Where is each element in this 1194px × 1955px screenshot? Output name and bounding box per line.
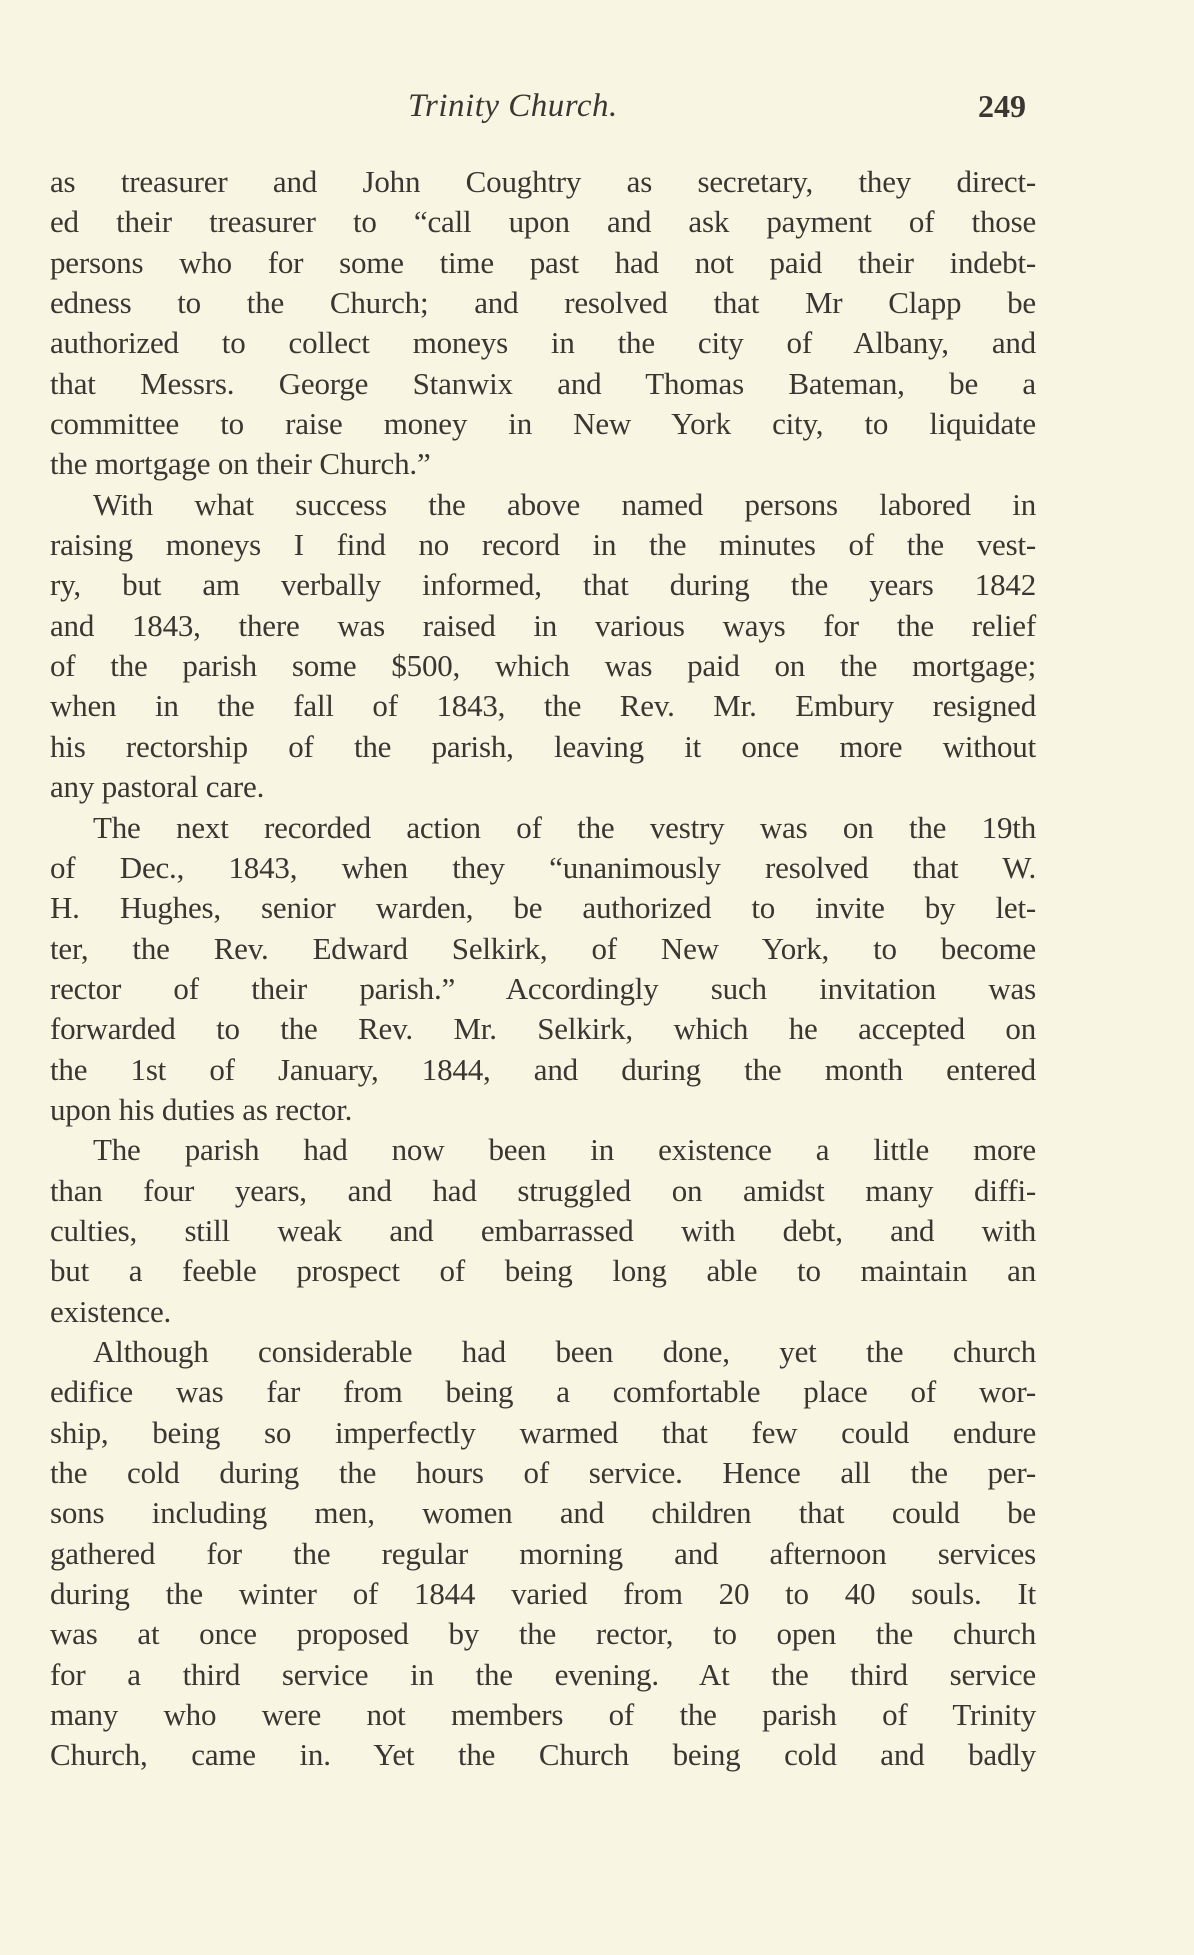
running-title: Trinity Church. xyxy=(408,88,618,124)
text-line: of the parish some $500, which was paid on the mortgage; xyxy=(50,648,1036,684)
text-line: when in the fall of 1843, the Rev. Mr. Embury resigned xyxy=(50,688,1036,724)
text-line: for a third service in the evening. At the third service xyxy=(50,1656,1036,1692)
text-line: raising moneys I find no record in the minutes of the vest- xyxy=(50,527,1036,563)
text-line: any pastoral care. xyxy=(50,769,265,805)
text-line: committee to raise money in New York city, to liquidate xyxy=(50,406,1036,442)
text-line: persons who for some time past had not paid their indebt- xyxy=(50,244,1036,280)
text-line: The parish had now been in existence a little more xyxy=(93,1132,1036,1168)
text-line: sons including men, women and children that could be xyxy=(50,1495,1036,1531)
text-line: With what success the above named persons labored in xyxy=(93,486,1036,522)
text-line: authorized to collect moneys in the city of Albany, and xyxy=(50,325,1036,361)
text-line: of Dec., 1843, when they “unanimously resolved that W. xyxy=(50,849,1036,885)
text-line: ship, being so imperfectly warmed that few could endure xyxy=(50,1414,1036,1450)
text-line: rector of their parish.” Accordingly such invitation was xyxy=(50,970,1036,1006)
text-line: during the winter of 1844 varied from 20 to 40 souls. It xyxy=(50,1576,1036,1612)
text-line: but a feeble prospect of being long able to maintain an xyxy=(50,1253,1036,1289)
text-line: and 1843, there was raised in various ways for the relief xyxy=(50,607,1036,643)
text-line: the cold during the hours of service. Hence all the per- xyxy=(50,1455,1036,1490)
text-line: than four years, and had struggled on amidst many diffi- xyxy=(50,1172,1036,1208)
text-line: edness to the Church; and resolved that Mr Clapp be xyxy=(50,285,1036,321)
text-line: as treasurer and John Coughtry as secretary, they direct- xyxy=(50,164,1036,199)
text-line: Although considerable had been done, yet the church xyxy=(93,1333,1036,1369)
text-line: Church, came in. Yet the Church being cold and badly xyxy=(50,1737,1036,1773)
text-line: the mortgage on their Church.” xyxy=(50,446,431,482)
text-line: upon his duties as rector. xyxy=(50,1091,353,1127)
text-line: The next recorded action of the vestry was on the 19th xyxy=(93,809,1036,845)
text-line: that Messrs. George Stanwix and Thomas Bateman, be a xyxy=(50,365,1036,401)
page-header xyxy=(0,88,1194,138)
text-line: gathered for the regular morning and afternoon services xyxy=(50,1535,1036,1571)
paragraph xyxy=(50,485,1036,808)
paragraph xyxy=(50,162,1036,485)
text-line: ry, but am verbally informed, that during the years 1842 xyxy=(50,567,1036,603)
text-line: existence. xyxy=(50,1293,172,1329)
text-line: many who were not members of the parish of Trinity xyxy=(50,1697,1036,1733)
text-line: was at once proposed by the rector, to open the church xyxy=(50,1616,1036,1652)
text-line: edifice was far from being a comfortable place of wor- xyxy=(50,1374,1036,1410)
page-number: 249 xyxy=(978,88,1026,124)
text-line: the 1st of January, 1844, and during the month entered xyxy=(50,1051,1036,1087)
text-line: his rectorship of the parish, leaving it once more without xyxy=(50,728,1036,764)
text-line: forwarded to the Rev. Mr. Selkirk, which he accepted on xyxy=(50,1011,1036,1047)
paragraph xyxy=(50,1130,1036,1332)
body-text xyxy=(50,162,1036,1776)
paragraph xyxy=(50,808,1036,1131)
text-line: H. Hughes, senior warden, be authorized to invite by let- xyxy=(50,890,1036,926)
text-line: culties, still weak and embarrassed with debt, and with xyxy=(50,1212,1036,1248)
paragraph xyxy=(50,1332,1036,1776)
text-line: ter, the Rev. Edward Selkirk, of New York, to become xyxy=(50,930,1036,966)
text-line: ed their treasurer to “call upon and ask payment of those xyxy=(50,204,1036,240)
